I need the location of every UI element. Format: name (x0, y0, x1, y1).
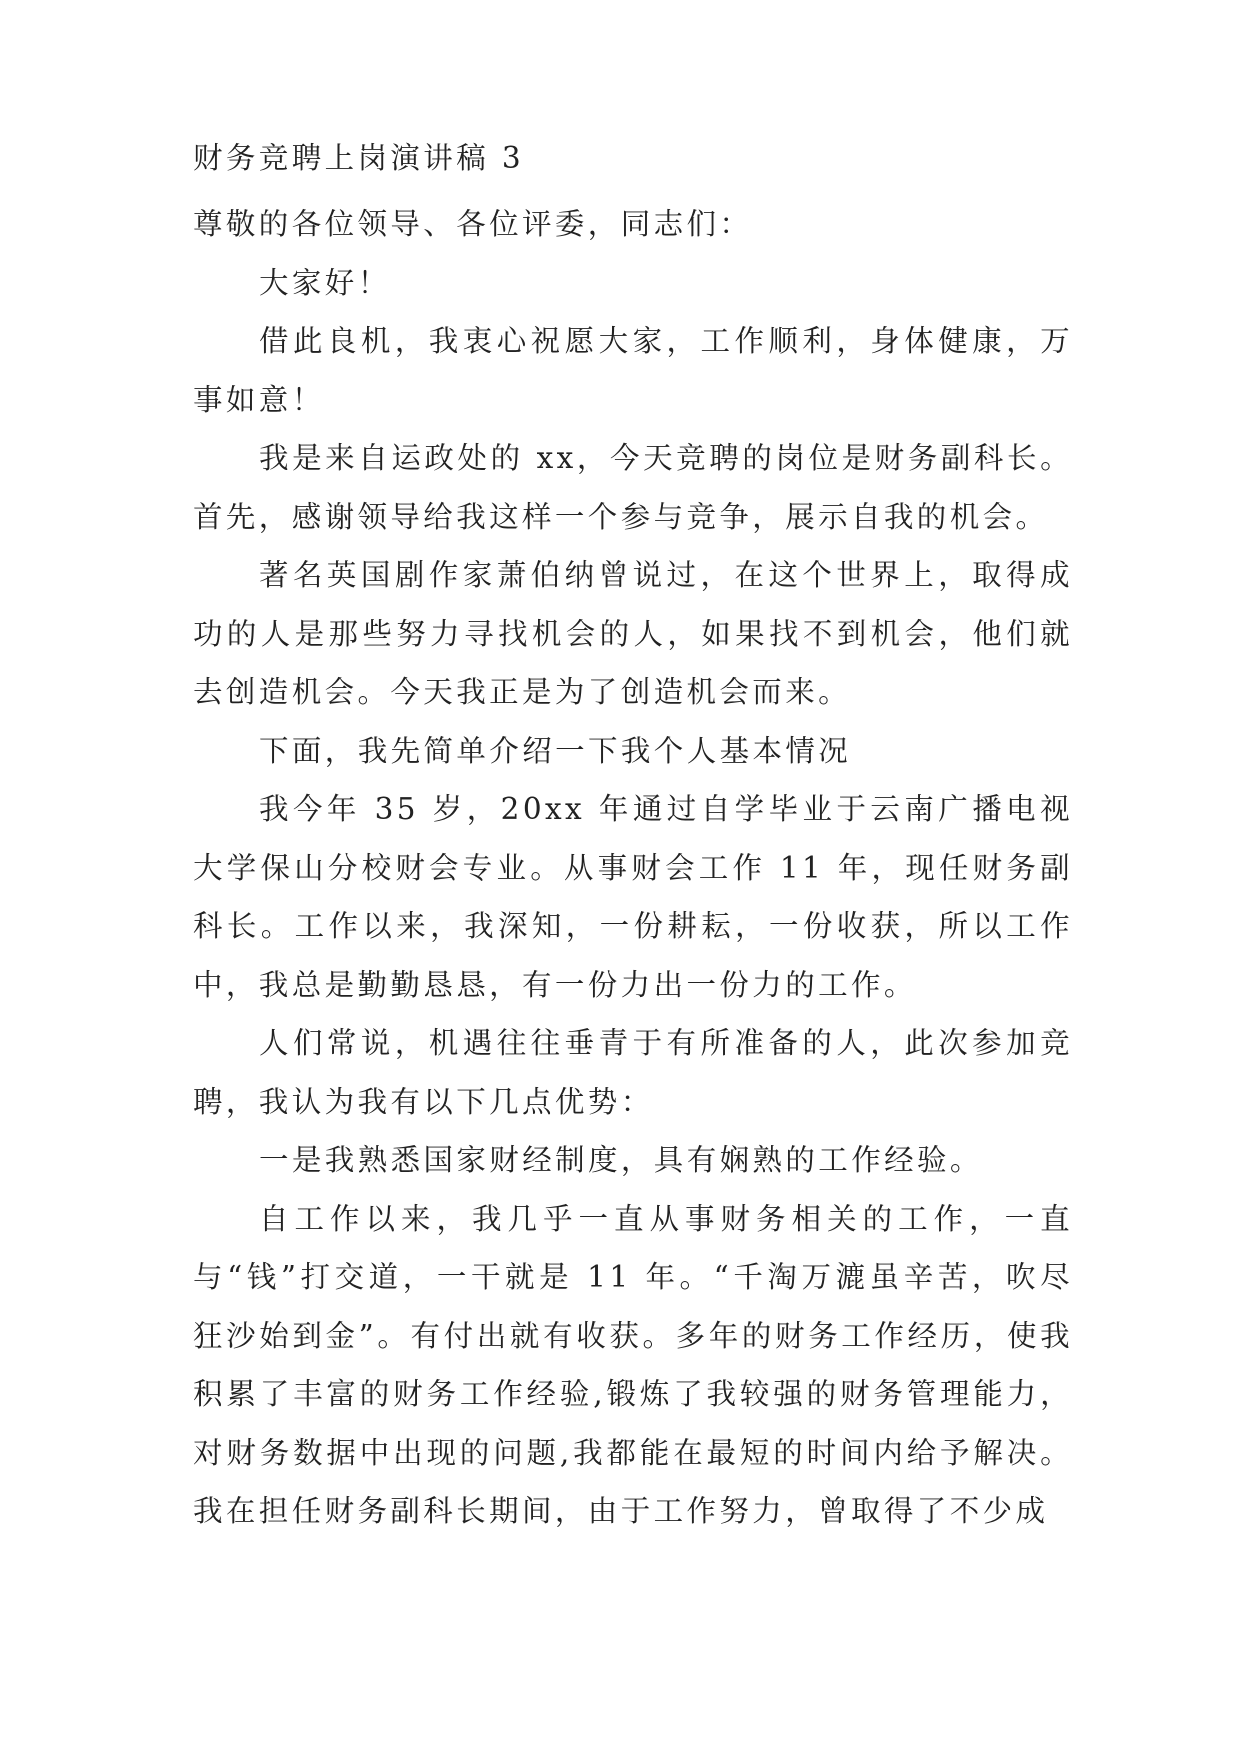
paragraph: 自工作以来，我几乎一直从事财务相关的工作，一直与“钱”打交道，一干就是 11 年。“千淘万漉虽辛苦，吹尽狂沙始到金”。有付出就有收获。多年的财务工作经历，使我积累了丰富的财务工作经验,锻炼了我较强的财务管理能力，对财务数据中出现的问题,我都能在最短的时间内给予解决。我在担任财务副科长期间，由于工作努力，曾取得了不少成 (193, 1201, 1073, 1528)
paragraph: 著名英国剧作家萧伯纳曾说过，在这个世界上，取得成功的人是那些努力寻找机会的人，如果找不到机会，他们就去创造机会。今天我正是为了创造机会而来。 (193, 558, 1073, 709)
paragraph: 借此良机，我衷心祝愿大家，工作顺利，身体健康，万事如意！ (193, 324, 1073, 417)
paragraph: 人们常说，机遇往往垂青于有所准备的人，此次参加竞聘，我认为我有以下几点优势： (193, 1026, 1073, 1119)
paragraph: 大家好！ (259, 265, 391, 300)
document-body (193, 195, 1073, 1541)
salutation: 尊敬的各位领导、各位评委，同志们： (193, 207, 753, 241)
document-title: 财务竞聘上岗演讲稿 3 (193, 141, 525, 175)
paragraph: 我是来自运政处的 xx，今天竞聘的岗位是财务副科长。首先，感谢领导给我这样一个参与竞争，展示自我的机会。 (193, 441, 1073, 534)
paragraph: 我今年 35 岁，20xx 年通过自学毕业于云南广播电视大学保山分校财会专业。从事财会工作 11 年，现任财务副科长。工作以来，我深知，一份耕耘，一份收获，所以工作中，我总是勤勤恳恳，有一份力出一份力的工作。 (193, 792, 1073, 1002)
paragraph: 下面，我先简单介绍一下我个人基本情况 (259, 733, 852, 768)
paragraph: 一是我熟悉国家财经制度，具有娴熟的工作经验。 (259, 1143, 983, 1177)
